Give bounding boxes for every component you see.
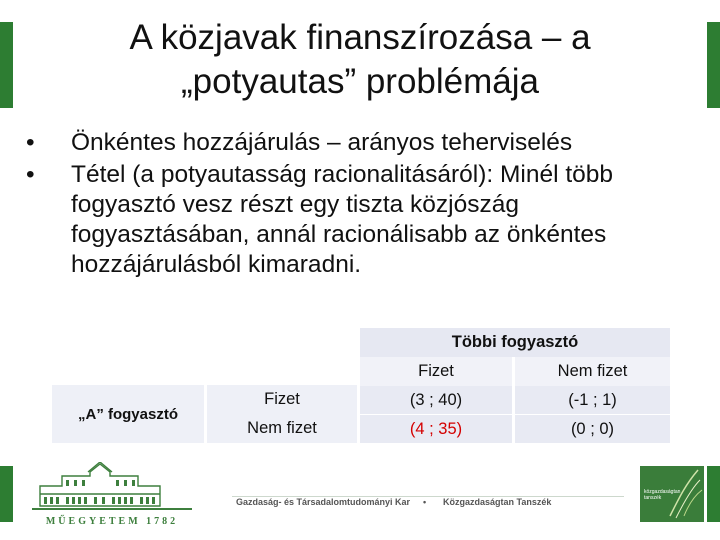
column-player-header: Többi fogyasztó (360, 328, 670, 357)
bullet-text: Önkéntes hozzájárulás – arányos teherviselés (71, 129, 573, 156)
bullet-list (26, 128, 686, 282)
footer-separator: • (423, 497, 427, 507)
column-option-not-pay: Nem fizet (515, 357, 670, 386)
row-option-pay: Fizet (207, 385, 357, 414)
bullet-item (26, 160, 686, 280)
department-logo (640, 466, 704, 522)
right-accent-bar (707, 22, 720, 108)
bullet-item (26, 128, 686, 158)
slide-title-line-1: A közjavak finanszírozása – a (129, 18, 591, 57)
department-logo-text: közgazdaságtan tanszék (644, 489, 681, 501)
university-logo (32, 462, 194, 530)
bullet-text: Tétel (a potyautasság racionalitásáról): Minél több fogyasztó vesz részt egy tiszta közjószág fogyasztásában, annál racionálisabb az önkéntes hozzájárulásból kimaradni. (71, 161, 614, 278)
bullet-dot: • (26, 129, 35, 156)
footer-faculty: Gazdaság- és Társadalomtudományi Kar (236, 497, 411, 507)
payoff-not-pay-pay: (4 ; 35) (360, 415, 512, 443)
row-player-label: „A” fogyasztó (52, 385, 204, 443)
bullet-dot: • (26, 161, 35, 188)
row-option-not-pay: Nem fizet (207, 414, 357, 443)
column-option-pay: Fizet (360, 357, 512, 386)
left-footer-accent-bar (0, 466, 13, 522)
slide-title-line-2: „potyautas” problémája (181, 62, 539, 101)
payoff-not-pay-not-pay: (0 ; 0) (515, 415, 670, 443)
left-accent-bar (0, 22, 13, 108)
university-logo-text: MŰEGYETEM 1782 (45, 516, 179, 527)
slide-title (60, 16, 660, 104)
right-footer-accent-bar (707, 466, 720, 522)
payoff-pay-pay: (3 ; 40) (360, 386, 512, 414)
footer-department: Közgazdaságtan Tanszék (443, 497, 552, 507)
payoff-pay-not-pay: (-1 ; 1) (515, 386, 670, 414)
